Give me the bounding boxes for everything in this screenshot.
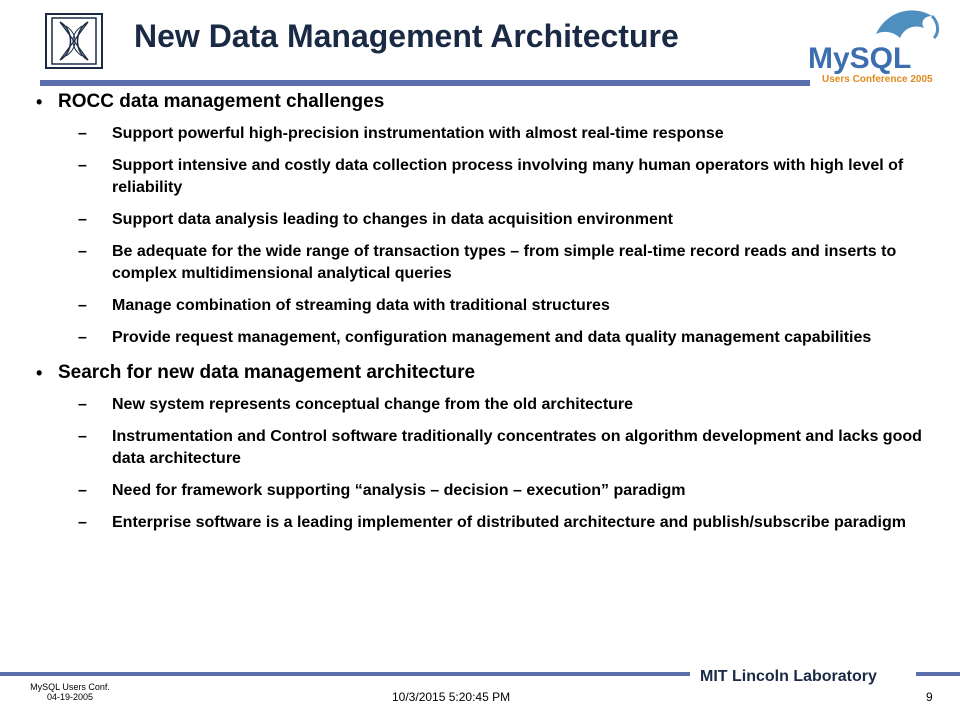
section-heading-text: Search for new data management architecture	[58, 362, 476, 383]
list-item-text: New system represents conceptual change from the old architecture	[112, 396, 634, 413]
dash-icon: –	[78, 428, 87, 445]
footer-conference-name: MySQL Users Conf.	[30, 682, 110, 692]
mit-lincoln-lab-logo	[44, 12, 104, 70]
list-item	[36, 426, 936, 470]
list-item-text: Need for framework supporting “analysis – decision – execution” paradigm	[112, 482, 686, 499]
mysql-wordmark: MySQL	[808, 42, 912, 75]
list-item-text: Enterprise software is a leading implementer of distributed architecture and publish/subscribe paradigm	[112, 514, 906, 531]
page-number: 9	[926, 690, 933, 704]
footer-rule-left	[0, 672, 690, 676]
mysql-caption: Users Conference 2005	[822, 74, 933, 85]
dash-icon: –	[78, 514, 87, 531]
list-item	[36, 512, 936, 534]
footer-conference	[20, 682, 120, 702]
bullet-icon: •	[36, 92, 43, 112]
footer-rule-right	[916, 672, 960, 676]
list-item	[36, 209, 936, 231]
list-item-text: Support powerful high-precision instrumentation with almost real-time response	[112, 125, 724, 142]
list-item	[36, 123, 936, 145]
dash-icon: –	[78, 329, 87, 346]
list-item	[36, 480, 936, 502]
list-item-text: Support intensive and costly data collection process involving many human operators with high level of reliability	[112, 157, 904, 196]
list-item	[36, 327, 936, 349]
dash-icon: –	[78, 211, 87, 228]
list-item-text: Manage combination of streaming data with traditional structures	[112, 297, 610, 314]
slide-title: New Data Management Architecture	[134, 18, 679, 54]
footer-conference-date: 04-19-2005	[46, 692, 94, 702]
list-item	[36, 241, 936, 285]
footer-datetime: 10/3/2015 5:20:45 PM	[392, 690, 511, 704]
dash-icon: –	[78, 243, 87, 260]
header-rule	[40, 80, 810, 86]
list-item-text: Support data analysis leading to changes in data acquisition environment	[112, 211, 673, 228]
list-item	[36, 155, 936, 199]
section-heading	[36, 90, 936, 114]
bullet-icon: •	[36, 363, 43, 383]
dash-icon: –	[78, 396, 87, 413]
dash-icon: –	[78, 482, 87, 499]
list-item	[36, 394, 936, 416]
mysql-dolphin-logo	[800, 4, 948, 88]
list-item-text: Be adequate for the wide range of transaction types – from simple real-time record reads and inserts to complex multidimensional analytical queries	[112, 243, 897, 282]
dash-icon: –	[78, 125, 87, 142]
list-item-text: Instrumentation and Control software traditionally concentrates on algorithm development and lacks good data architecture	[112, 428, 922, 467]
section-heading-text: ROCC data management challenges	[58, 91, 385, 112]
section-heading	[36, 361, 936, 385]
list-item-text: Provide request management, configuration management and data quality management capabilities	[112, 329, 872, 346]
footer-lab-name: MIT Lincoln Laboratory	[700, 668, 877, 685]
slide-content	[36, 90, 936, 534]
dash-icon: –	[78, 157, 87, 174]
list-item	[36, 295, 936, 317]
dash-icon: –	[78, 297, 87, 314]
